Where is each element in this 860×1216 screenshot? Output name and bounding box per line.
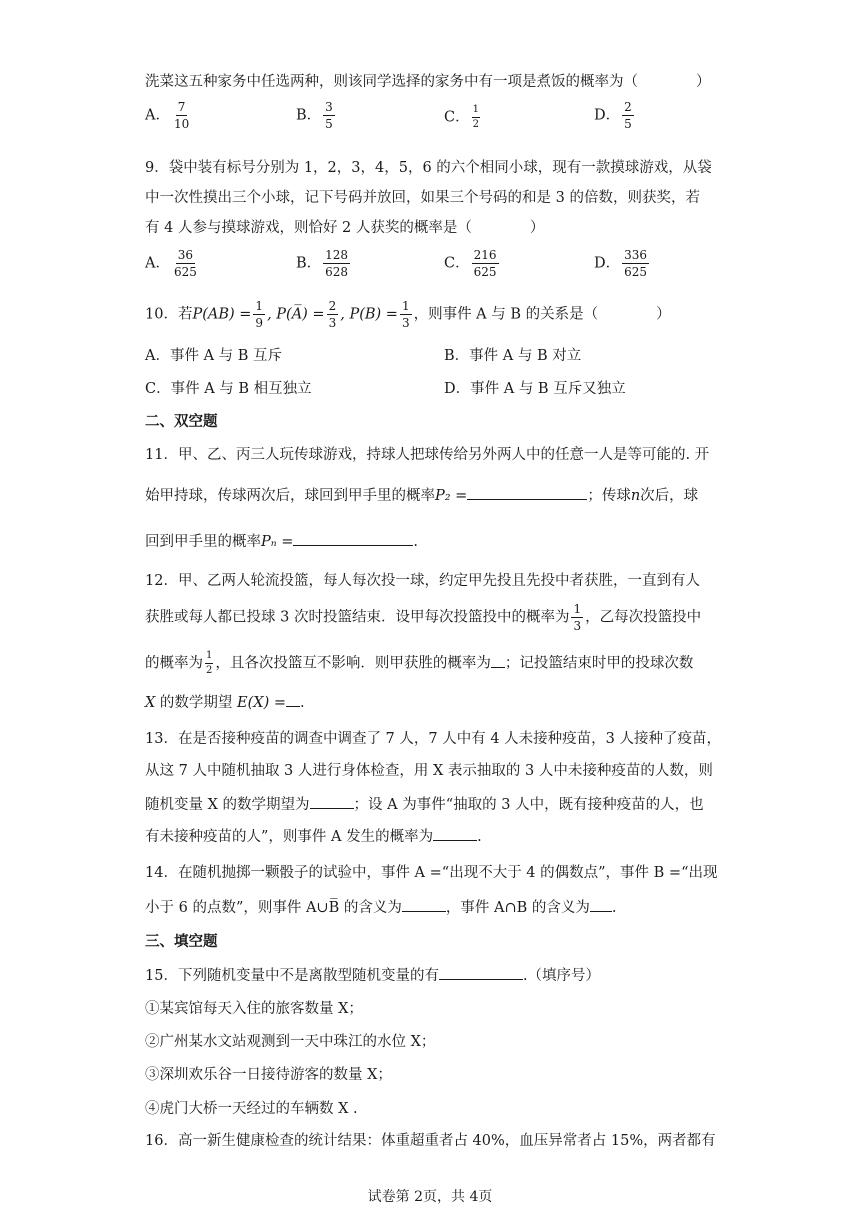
fraction xyxy=(622,249,649,278)
fraction-numerator: 1 xyxy=(401,299,410,313)
fraction-denominator: 3 xyxy=(573,619,582,633)
fraction-numerator: 36 xyxy=(177,248,194,262)
q10-option-b: B．事件 A 与 B 对立 xyxy=(444,348,582,364)
fraction xyxy=(205,651,213,676)
fraction-numerator: 2 xyxy=(328,299,337,313)
q9-option-c xyxy=(444,249,501,278)
answer-blank xyxy=(433,826,477,841)
fraction-denominator: 628 xyxy=(325,265,349,279)
q8-option-b xyxy=(296,101,337,130)
fraction-numerator: 336 xyxy=(624,248,648,262)
text: 15．下列随机变量中不是离散型随机变量的有 xyxy=(145,968,439,984)
option-label: B． xyxy=(296,107,322,124)
text: 始甲持球，传球两次后，球回到甲手里的概率 xyxy=(145,488,435,504)
fraction-denominator: 625 xyxy=(173,265,197,279)
q10-prefix: 10．若 xyxy=(145,306,193,323)
q8-option-c xyxy=(444,105,482,130)
text: 回到甲手里的概率 xyxy=(145,534,261,550)
q16-line-1: 16．高一新生健康检查的统计结果：体重超重者占 40%，血压异常者占 15%，两者都有 xyxy=(145,1133,716,1149)
text: 获胜或每人都已投球 3 次时投篮结束．设甲每次投篮投中的概率为 xyxy=(145,609,570,626)
q14-line-2 xyxy=(145,896,616,917)
q11-line-3 xyxy=(145,530,418,551)
text: ；设 A 为事件“抽取的 3 人中，既有接种疫苗的人，也 xyxy=(353,797,704,813)
fraction xyxy=(323,249,350,278)
answer-blank xyxy=(491,653,505,668)
q10-option-d: D．事件 A 与 B 互斥又独立 xyxy=(444,381,626,397)
text: 的概率为 xyxy=(145,655,203,672)
q14-line-1: 14．在随机抛掷一颗骰子的试验中，事件 A =“出现不大于 4 的偶数点”，事件 B =“出现 xyxy=(145,865,718,881)
q12-line-1: 12．甲、乙两人轮流投篮，每人每次投一球，约定甲先投且先投中者获胜，一直到有人 xyxy=(145,573,700,589)
formula-pb: , P(B) = xyxy=(340,306,398,323)
formula-ex: E(X) = xyxy=(237,695,287,711)
fraction-numerator: 128 xyxy=(325,248,349,262)
section-heading-2: 二、双空题 xyxy=(145,414,218,430)
fraction-denominator: 5 xyxy=(325,117,333,131)
text: . xyxy=(611,900,617,916)
text: 的数学期望 xyxy=(155,695,238,711)
q8-option-d xyxy=(594,101,636,130)
answer-blank xyxy=(286,692,300,707)
q10-suffix: ，则事件 A 与 B 的关系是（ ） xyxy=(413,306,671,323)
option-label: D． xyxy=(594,107,621,124)
q15-item-1: ①某宾馆每天入住的旅客数量 X； xyxy=(145,1001,363,1017)
option-label: A． xyxy=(145,107,170,124)
fraction-numerator: 1 xyxy=(205,651,213,664)
fraction-numerator: 2 xyxy=(624,100,632,114)
q11-line-2 xyxy=(145,484,698,505)
fraction-denominator: 10 xyxy=(173,117,190,131)
text: 有未接种疫苗的人”，则事件 A 发生的概率为 xyxy=(145,829,434,845)
fraction-denominator: 9 xyxy=(255,316,264,330)
option-label: C． xyxy=(444,255,470,272)
page-footer: 试卷第 2页，共 4页 xyxy=(367,1189,493,1205)
q13-line-2: 从这 7 人中随机抽取 3 人进行身体检查，用 X 表示抽取的 3 人中未接种疫苗的人数，则 xyxy=(145,763,713,779)
option-label: C． xyxy=(444,109,470,126)
formula-pa: , P(A̅) = xyxy=(267,306,325,323)
answer-blank xyxy=(402,897,446,912)
q10-stem xyxy=(145,300,671,329)
fraction-numerator: 7 xyxy=(177,100,186,114)
q15-item-2: ②广州某水文站观测到一天中珠江的水位 X； xyxy=(145,1034,436,1050)
q9-line-1: 9．袋中装有标号分别为 1，2，3，4，5，6 的六个相同小球，现有一款摸球游戏，从袋 xyxy=(145,160,712,176)
text: . xyxy=(477,829,482,845)
option-label: B． xyxy=(296,255,322,272)
answer-blank xyxy=(310,794,354,809)
text: . xyxy=(300,695,305,711)
q9-line-2: 中一次性摸出三个小球，记下号码并放回，如果三个号码的和是 3 的倍数，则获奖，若 xyxy=(145,190,700,206)
text: 随机变量 X 的数学期望为 xyxy=(145,797,310,813)
answer-blank xyxy=(293,531,413,546)
fraction-denominator: 5 xyxy=(624,117,632,131)
fraction xyxy=(472,105,480,130)
text: .（填序号） xyxy=(522,968,601,984)
q15-item-4: ④虎门大桥一天经过的车辆数 X . xyxy=(145,1101,358,1117)
formula-p2: P₂ = xyxy=(435,488,468,504)
fraction xyxy=(172,249,199,278)
fraction xyxy=(571,603,583,632)
text: ，且各次投篮互不影响．则甲获胜的概率为 xyxy=(215,655,491,672)
formula-pab: P(AB) = xyxy=(192,306,252,323)
q10-option-c: C．事件 A 与 B 相互独立 xyxy=(145,381,312,397)
answer-blank xyxy=(467,485,587,500)
q12-line-3 xyxy=(145,651,693,676)
fraction-denominator: 2 xyxy=(472,119,479,130)
q12-line-2 xyxy=(145,603,701,632)
q8-option-a xyxy=(145,101,193,130)
fraction-denominator: 625 xyxy=(624,265,648,279)
text: 次后，球 xyxy=(640,488,699,504)
q13-line-1: 13．在是否接种疫苗的调查中调查了 7 人，7 人中有 4 人未接种疫苗，3 人接种了疫苗， xyxy=(145,731,722,747)
q9-line-3: 有 4 人参与摸球游戏，则恰好 2 人获奖的概率是（ ） xyxy=(145,220,545,236)
fraction-numerator: 1 xyxy=(573,602,582,616)
q8-continuation: 洗菜这五种家务中任选两种，则该同学选择的家务中有一项是煮饭的概率为（ ） xyxy=(145,74,711,90)
fraction xyxy=(472,249,499,278)
q12-line-4 xyxy=(145,691,305,712)
section-heading-3: 三、填空题 xyxy=(145,934,218,950)
option-label: D． xyxy=(594,255,621,272)
fraction-denominator: 625 xyxy=(473,265,497,279)
fraction xyxy=(622,101,634,130)
text: ；记投篮结束时甲的投球次数 xyxy=(504,655,694,672)
answer-blank xyxy=(439,965,523,980)
fraction-denominator: 3 xyxy=(328,316,337,330)
fraction-numerator: 1 xyxy=(255,299,264,313)
q9-option-a xyxy=(145,249,201,278)
q13-line-4 xyxy=(145,825,482,846)
text: ，乙每次投篮投中 xyxy=(585,609,702,626)
text: ；传球 xyxy=(587,488,631,504)
formula-pn: Pₙ = xyxy=(261,534,294,550)
q10-option-a: A．事件 A 与 B 互斥 xyxy=(145,348,283,364)
fraction xyxy=(323,101,335,130)
q9-option-d xyxy=(594,249,651,278)
fraction-numerator: 1 xyxy=(472,105,480,118)
fraction-denominator: 3 xyxy=(401,316,410,330)
text: . xyxy=(413,534,419,550)
q11-line-1: 11．甲、乙、丙三人玩传球游戏，持球人把球传给另外两人中的任意一人是等可能的. 开 xyxy=(145,447,710,463)
q15-stem xyxy=(145,964,600,985)
q9-option-b xyxy=(296,249,352,278)
fraction xyxy=(172,101,191,130)
fraction-numerator: 3 xyxy=(325,100,333,114)
fraction xyxy=(327,300,339,329)
variable-x: X xyxy=(145,695,156,711)
option-label: A． xyxy=(145,255,170,272)
text: 小于 6 的点数”，则事件 A∪B̅ 的含义为 xyxy=(145,900,402,916)
answer-blank xyxy=(590,897,612,912)
fraction xyxy=(253,300,265,329)
q13-line-3 xyxy=(145,793,704,814)
variable-n: n xyxy=(630,488,641,504)
fraction-denominator: 2 xyxy=(206,665,213,676)
text: ，事件 A∩B 的含义为 xyxy=(445,900,590,916)
fraction-numerator: 216 xyxy=(473,248,497,262)
q15-item-3: ③深圳欢乐谷一日接待游客的数量 X； xyxy=(145,1067,392,1083)
fraction xyxy=(400,300,412,329)
